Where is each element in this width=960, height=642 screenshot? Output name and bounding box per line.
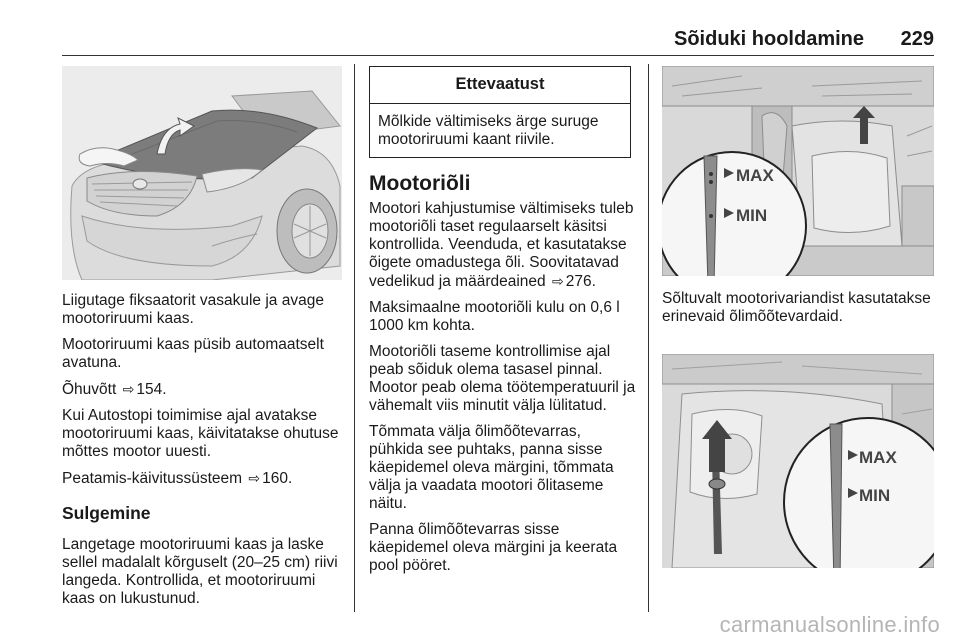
paragraph-with-reference xyxy=(62,469,342,488)
column-3-caption xyxy=(662,290,934,334)
figure-caption: Sõltuvalt mootorivariandist kasutatakse erinevaid õlimõõtevardaid. xyxy=(662,290,931,325)
page-reference[interactable]: 276. xyxy=(565,273,596,290)
paragraph: Maksimaalne mootoriõli kulu on 0,6 l 1000 km kohta. xyxy=(369,299,620,334)
paragraph: Langetage mootoriruumi kaas ja laske sellel madalalt kõrguselt (20–25 cm) riivi langeda. Kontrollida, et mootoriruumi kaas on lukustunud. xyxy=(62,536,338,607)
paragraph: Tõmmata välja õlimõõtevarras, pühkida see puhtaks, panna sisse käepidemel oleva märgini, tõmmata välja ja vaadata mootori õlitaseme näitu. xyxy=(369,423,614,512)
paragraph: Mootoriruumi kaas püsib automaatselt avatuna. xyxy=(62,336,324,371)
reference-text: Õhuvõtt xyxy=(62,381,117,398)
page-reference-icon: ⇨ xyxy=(122,381,135,397)
min-label: MIN xyxy=(859,486,891,505)
dipstick-illustration-1 xyxy=(662,66,934,276)
paragraph: Liigutage fiksaatorit vasakule ja avage mootoriruumi kaas. xyxy=(62,292,324,327)
paragraph: Kui Autostopi toimimise ajal avatakse mootoriruumi kaas, käivitatakse ohutuse mõttes mootor uuesti. xyxy=(62,407,339,460)
min-label: MIN xyxy=(736,206,768,225)
section-heading: Mootoriõli xyxy=(369,172,471,195)
page-reference-icon: ⇨ xyxy=(248,470,261,486)
hood-open-illustration xyxy=(62,66,342,280)
reference-text: Peatamis-käivitussüsteem xyxy=(62,470,243,487)
page-reference-icon: ⇨ xyxy=(551,273,564,289)
header-title: Sõiduki hooldamine xyxy=(673,28,864,50)
max-label: MAX xyxy=(859,448,897,467)
column-1-text xyxy=(62,292,342,616)
paragraph: Panna õlimõõtevarras sisse käepidemel oleva märgini ja keerata pool pööret. xyxy=(369,521,618,574)
watermark: carmanualsonline.info xyxy=(719,612,940,637)
column-2-text xyxy=(369,66,637,583)
header-rule xyxy=(62,55,934,56)
caution-title: Ettevaatust xyxy=(370,67,630,104)
caution-text: Mõlkide vältimiseks ärge suruge mootoriruumi kaant riivile. xyxy=(378,113,599,148)
page-number: 229 xyxy=(900,28,934,50)
column-divider-1 xyxy=(354,64,355,612)
section-subheading: Sulgemine xyxy=(62,503,151,523)
reference-text: Mootori kahjustumise vältimiseks tuleb mootoriõli taset regulaarselt käsitsi kontrollida. Veenduda, et kasutatakse õigete omadustega õli. Soovitatavad vedelikud ja määrdeained xyxy=(369,200,634,290)
column-divider-2 xyxy=(648,64,649,612)
page-reference[interactable]: 154. xyxy=(136,381,167,398)
max-label: MAX xyxy=(736,166,774,185)
paragraph: Mootoriõli taseme kontrollimise ajal peab sõiduk olema tasasel pinnal. Mootor peab olema töötemperatuuril ja vähemalt viis minutit välja lülitatud. xyxy=(369,343,636,414)
dipstick-illustration-2 xyxy=(662,354,934,568)
paragraph-with-reference xyxy=(369,200,637,291)
caution-box xyxy=(369,66,631,158)
page-reference[interactable]: 160. xyxy=(262,470,293,487)
paragraph-with-reference xyxy=(62,380,342,399)
page-header xyxy=(640,28,934,54)
